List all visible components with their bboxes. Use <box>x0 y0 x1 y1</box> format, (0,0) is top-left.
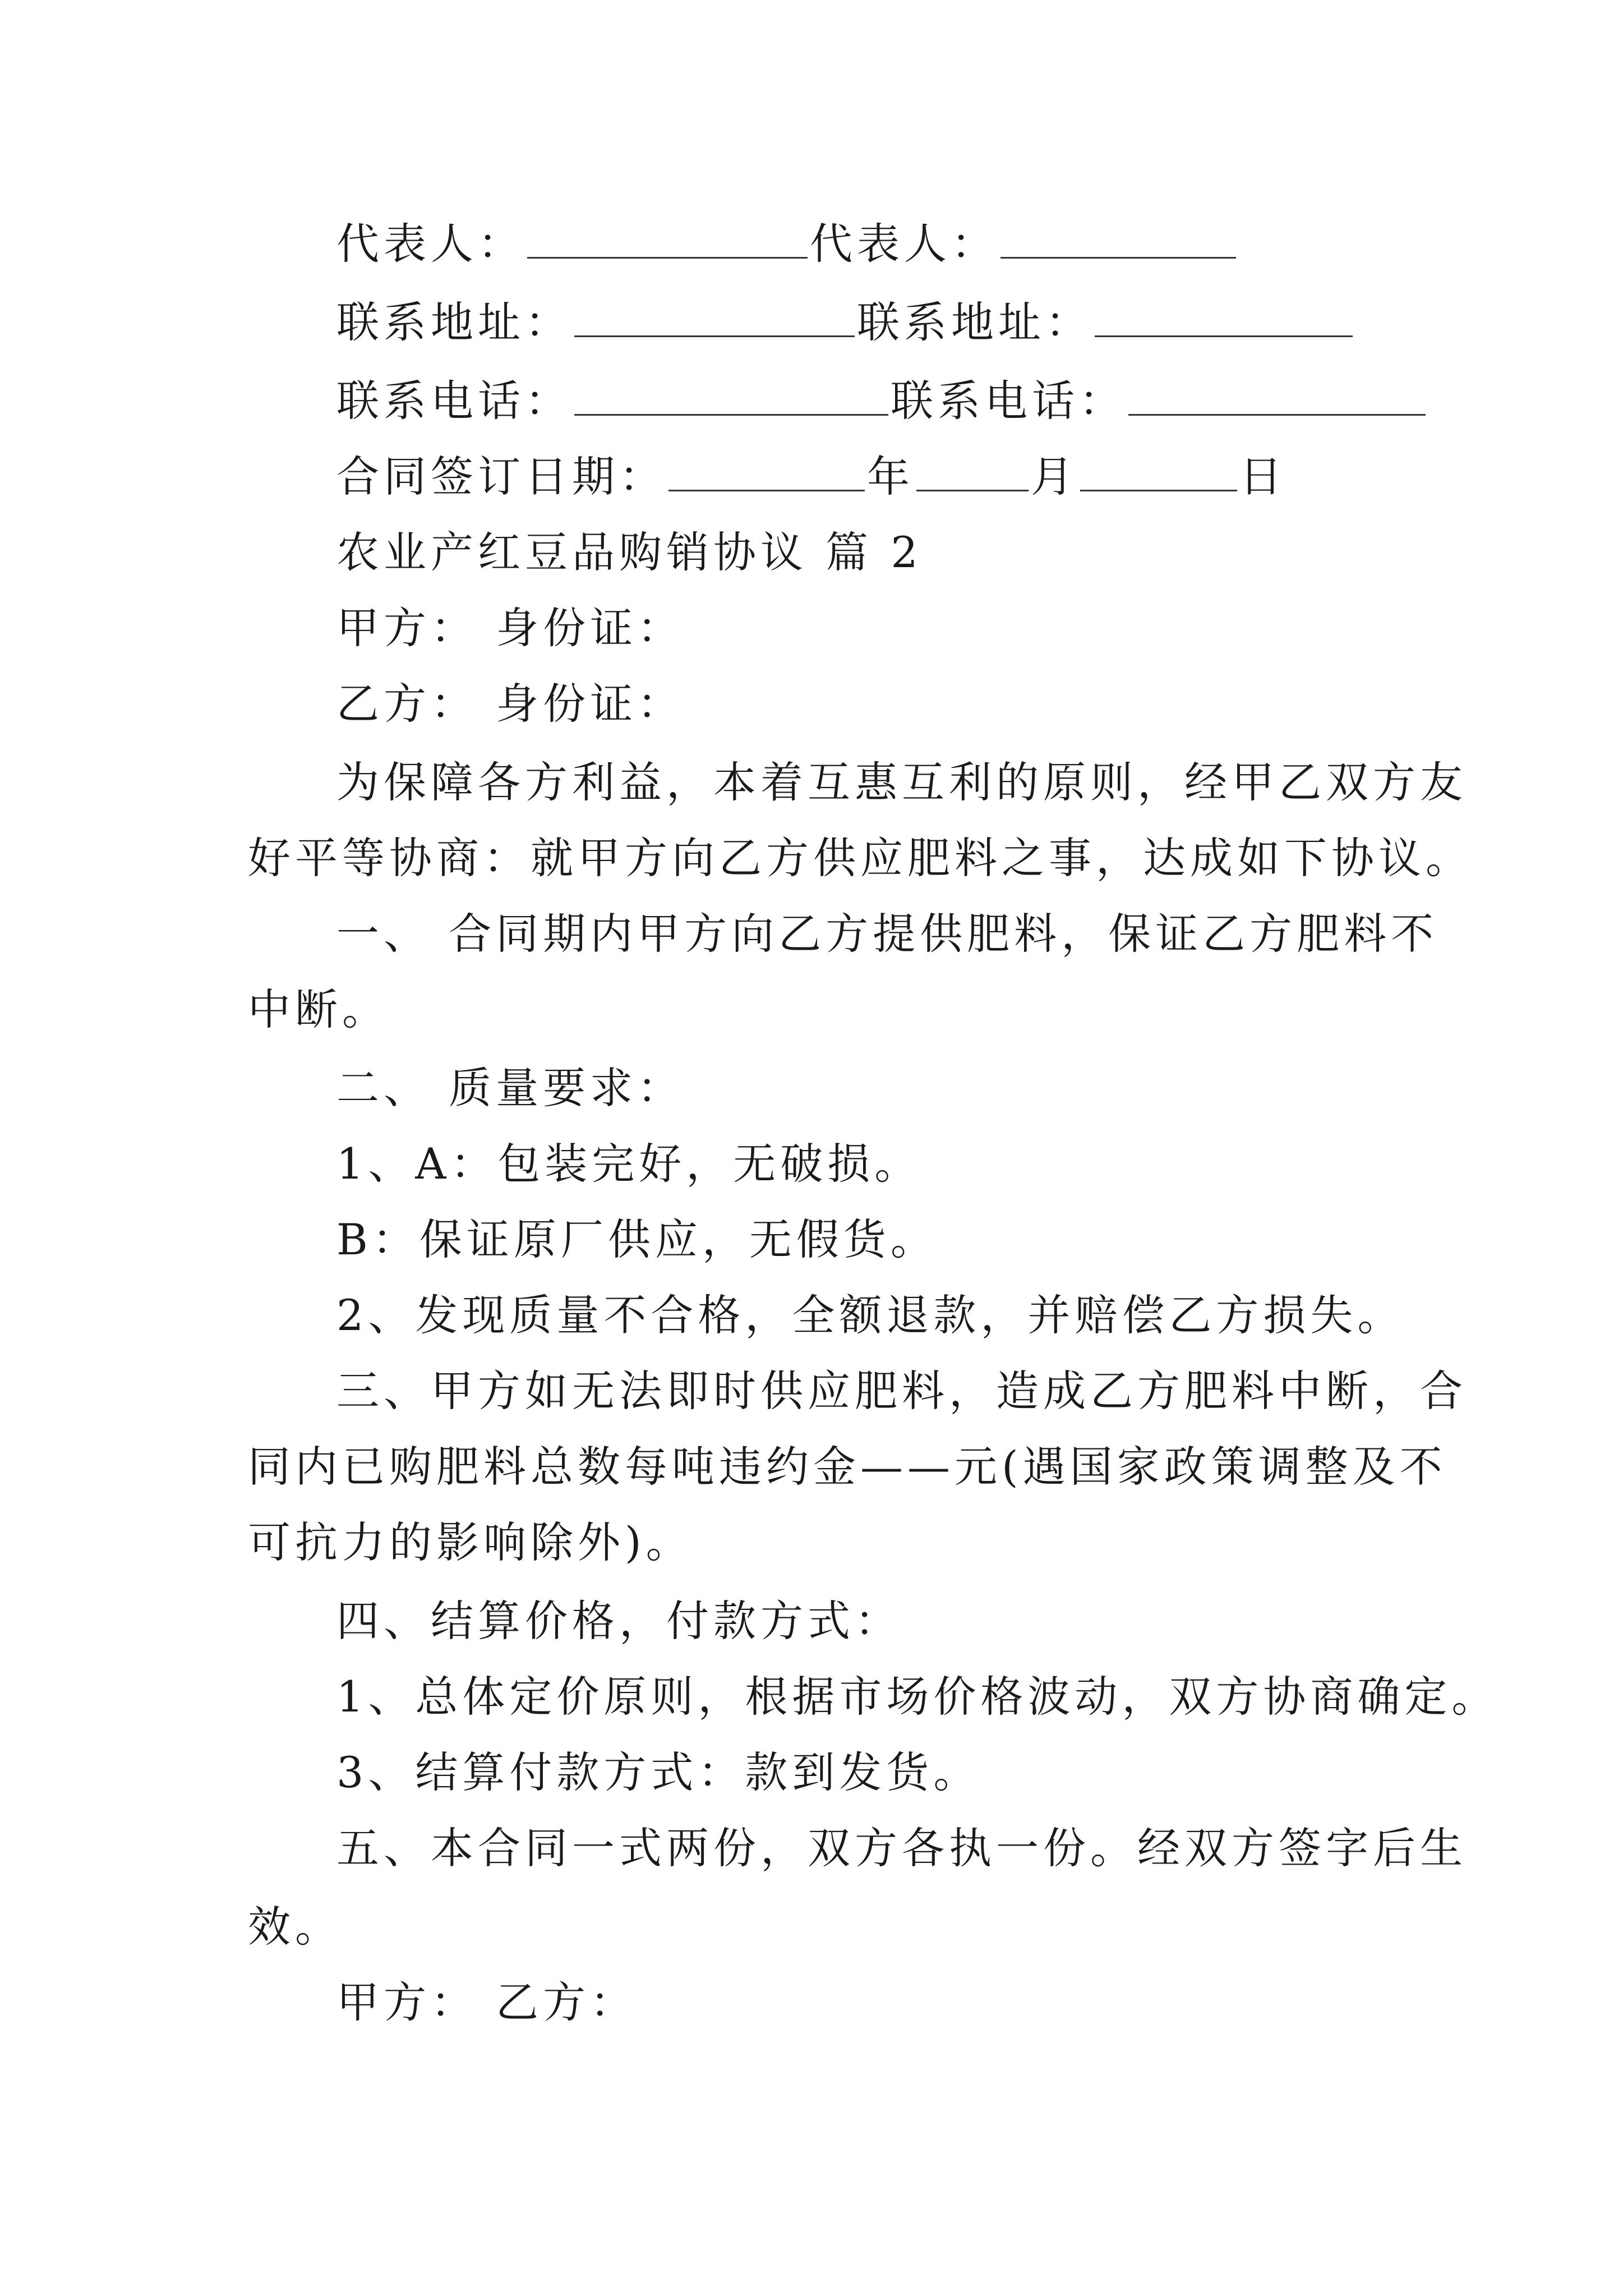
phone-blank-a <box>574 379 888 416</box>
clause-2-item-1b: B：保证原厂供应，无假货。 <box>336 1214 938 1264</box>
intro-paragraph-line-2: 好平等协商：就甲方向乙方供应肥料之事，达成如下协议。 <box>248 833 1473 883</box>
representative-blank-b <box>1000 222 1236 259</box>
phone-row <box>336 373 1475 429</box>
clause-3-line-3: 可抗力的影响除外)。 <box>248 1517 693 1567</box>
clause-2-item-2: 2、发现质量不合格，全额退款，并赔偿乙方损失。 <box>336 1290 1405 1340</box>
clause-2-item-1a: 1、A：包装完好，无破损。 <box>336 1139 922 1189</box>
phone-label-b: 联系电话： <box>891 376 1126 426</box>
clause-3-line-1: 三、甲方如无法即时供应肥料，造成乙方肥料中断，合 <box>336 1366 1467 1416</box>
clause-1-line-1: 一、 合同期内甲方向乙方提供肥料，保证乙方肥料不 <box>336 909 1438 959</box>
clause-2-heading: 二、 质量要求： <box>336 1063 685 1113</box>
address-label-a: 联系地址： <box>336 297 572 347</box>
phone-label-a: 联系电话： <box>336 376 572 426</box>
representative-row <box>336 216 1475 272</box>
clause-4-item-3: 3、结算付款方式：款到发货。 <box>336 1747 981 1797</box>
signature-line: 甲方： 乙方： <box>336 1977 638 2027</box>
month-blank <box>916 455 1029 491</box>
party-b-id: 乙方： 身份证： <box>336 679 685 729</box>
clause-3-line-2: 同内已购肥料总数每吨违约金——元(遇国家政策调整及不 <box>248 1442 1447 1492</box>
address-row <box>336 295 1475 351</box>
clause-4-item-1: 1、总体定价原则，根据市场价格波动，双方协商确定。 <box>336 1672 1499 1722</box>
clause-1-line-2: 中断。 <box>248 984 389 1034</box>
clause-5-line-2: 效。 <box>248 1902 342 1952</box>
signing-date-label: 合同签订日期： <box>336 452 666 501</box>
party-a-id: 甲方： 身份证： <box>336 603 685 653</box>
day-blank <box>1080 455 1237 491</box>
representative-blank-a <box>527 222 808 259</box>
year-label: 年 <box>867 452 914 501</box>
representative-label-a: 代表人： <box>336 219 525 269</box>
address-label-b: 联系地址： <box>857 297 1092 347</box>
clause-5-line-1: 五、本合同一式两份，双方各执一份。经双方签字后生 <box>336 1823 1467 1873</box>
phone-blank-b <box>1128 379 1426 416</box>
section-title: 农业产红豆品购销协议 篇 2 <box>336 527 923 577</box>
address-blank-a <box>574 301 855 337</box>
address-blank-b <box>1095 301 1353 337</box>
year-blank <box>668 455 865 491</box>
representative-label-b: 代表人： <box>810 219 998 269</box>
month-label: 月 <box>1031 452 1078 501</box>
day-label: 日 <box>1239 452 1287 501</box>
intro-paragraph-line-1: 为保障各方利益，本着互惠互利的原则，经甲乙双方友 <box>336 757 1467 807</box>
clause-4-heading: 四、结算价格，付款方式： <box>336 1596 902 1646</box>
signing-date-row <box>336 449 1475 505</box>
